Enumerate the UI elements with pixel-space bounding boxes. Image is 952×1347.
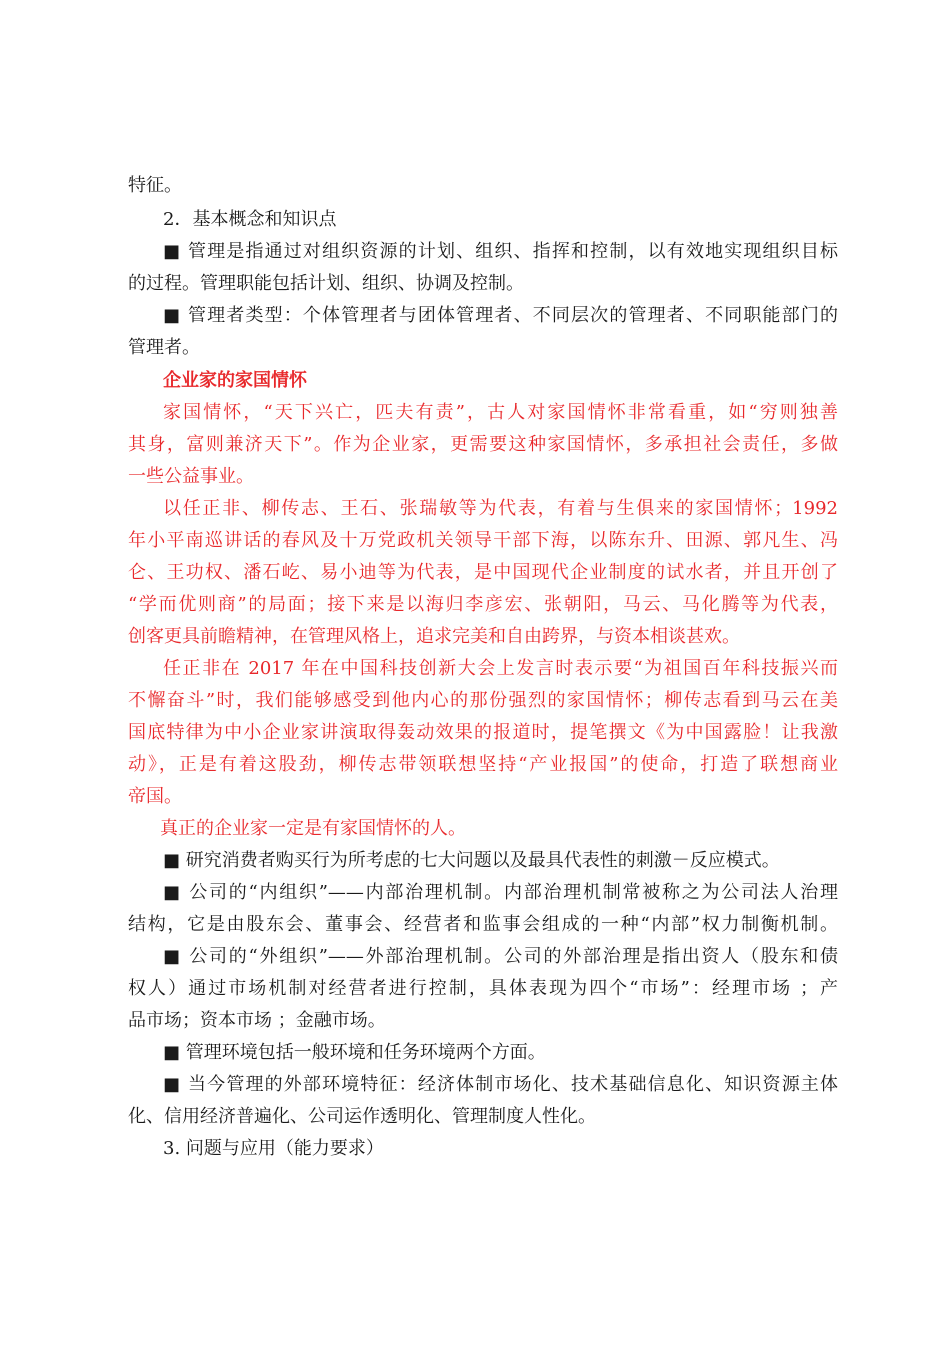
section-heading: 3. 问题与应用（能力要求）: [163, 1138, 384, 1159]
paragraph-line: 品市场；资本市场 ；金融市场。: [128, 1010, 386, 1031]
bullet-line: ■ 管理是指通过对组织资源的计划、组织、指挥和控制，以有效地实现组织目标: [163, 241, 838, 262]
paragraph-line: 特征。: [128, 175, 182, 196]
paragraph-line: 权人）通过市场机制对经营者进行控制，具体表现为四个“市场”：经理市场 ；产: [128, 978, 838, 999]
bullet-line: ■ 研究消费者购买行为所考虑的七大问题以及最具代表性的刺激－反应模式。: [163, 850, 780, 871]
story-title: 企业家的家国情怀: [163, 370, 307, 391]
story-line: 创客更具前瞻精神，在管理风格上，追求完美和自由跨界，与资本相谈甚欢。: [128, 626, 740, 647]
bullet-line: ■ 公司的“内组织”——内部治理机制。内部治理机制常被称之为公司法人治理: [163, 882, 838, 903]
story-line: 任正非在 2017 年在中国科技创新大会上发言时表示要“为祖国百年科技振兴而: [163, 658, 838, 679]
story-line: 国底特律为中小企业家讲演取得轰动效果的报道时，提笔撰文《为中国露脸！让我激: [128, 722, 838, 743]
story-line: “学而优则商”的局面；接下来是以海归李彦宏、张朝阳，马云、马化腾等为代表，: [128, 594, 838, 615]
story-conclusion: 真正的企业家一定是有家国情怀的人。: [160, 818, 466, 839]
bullet-line: ■ 当今管理的外部环境特征：经济体制市场化、技术基础信息化、知识资源主体: [163, 1074, 838, 1095]
paragraph-line: 管理者。: [128, 337, 200, 358]
section-heading: 2．基本概念和知识点: [163, 209, 337, 230]
paragraph-line: 的过程。管理职能包括计划、组织、协调及控制。: [128, 273, 524, 294]
story-line: 家国情怀，“天下兴亡，匹夫有责”，古人对家国情怀非常看重，如“穷则独善: [163, 402, 838, 423]
paragraph-line: 化、信用经济普遍化、公司运作透明化、管理制度人性化。: [128, 1106, 596, 1127]
story-line: 帝国。: [128, 786, 182, 807]
story-line: 动》，正是有着这股劲，柳传志带领联想坚持“产业报国”的使命，打造了联想商业: [128, 754, 838, 775]
story-line: 其身，富则兼济天下”。作为企业家，更需要这种家国情怀，多承担社会责任，多做: [128, 434, 838, 455]
paragraph-line: 结构，它是由股东会、董事会、经营者和监事会组成的一种“内部”权力制衡机制。: [128, 914, 838, 935]
story-line: 不懈奋斗”时，我们能够感受到他内心的那份强烈的家国情怀；柳传志看到马云在美: [128, 690, 838, 711]
story-line: 以任正非、柳传志、王石、张瑞敏等为代表，有着与生俱来的家国情怀；1992: [163, 498, 838, 519]
story-line: 一些公益事业。: [128, 466, 254, 487]
bullet-line: ■ 管理环境包括一般环境和任务环境两个方面。: [163, 1042, 546, 1063]
bullet-line: ■ 公司的“外组织”——外部治理机制。公司的外部治理是指出资人（股东和债: [163, 946, 838, 967]
story-line: 仑、王功权、潘石屹、易小迪等为代表，是中国现代企业制度的试水者，并且开创了: [128, 562, 838, 583]
story-line: 年小平南巡讲话的春风及十万党政机关领导干部下海，以陈东升、田源、郭凡生、冯: [128, 530, 838, 551]
bullet-line: ■ 管理者类型：个体管理者与团体管理者、不同层次的管理者、不同职能部门的: [163, 305, 838, 326]
